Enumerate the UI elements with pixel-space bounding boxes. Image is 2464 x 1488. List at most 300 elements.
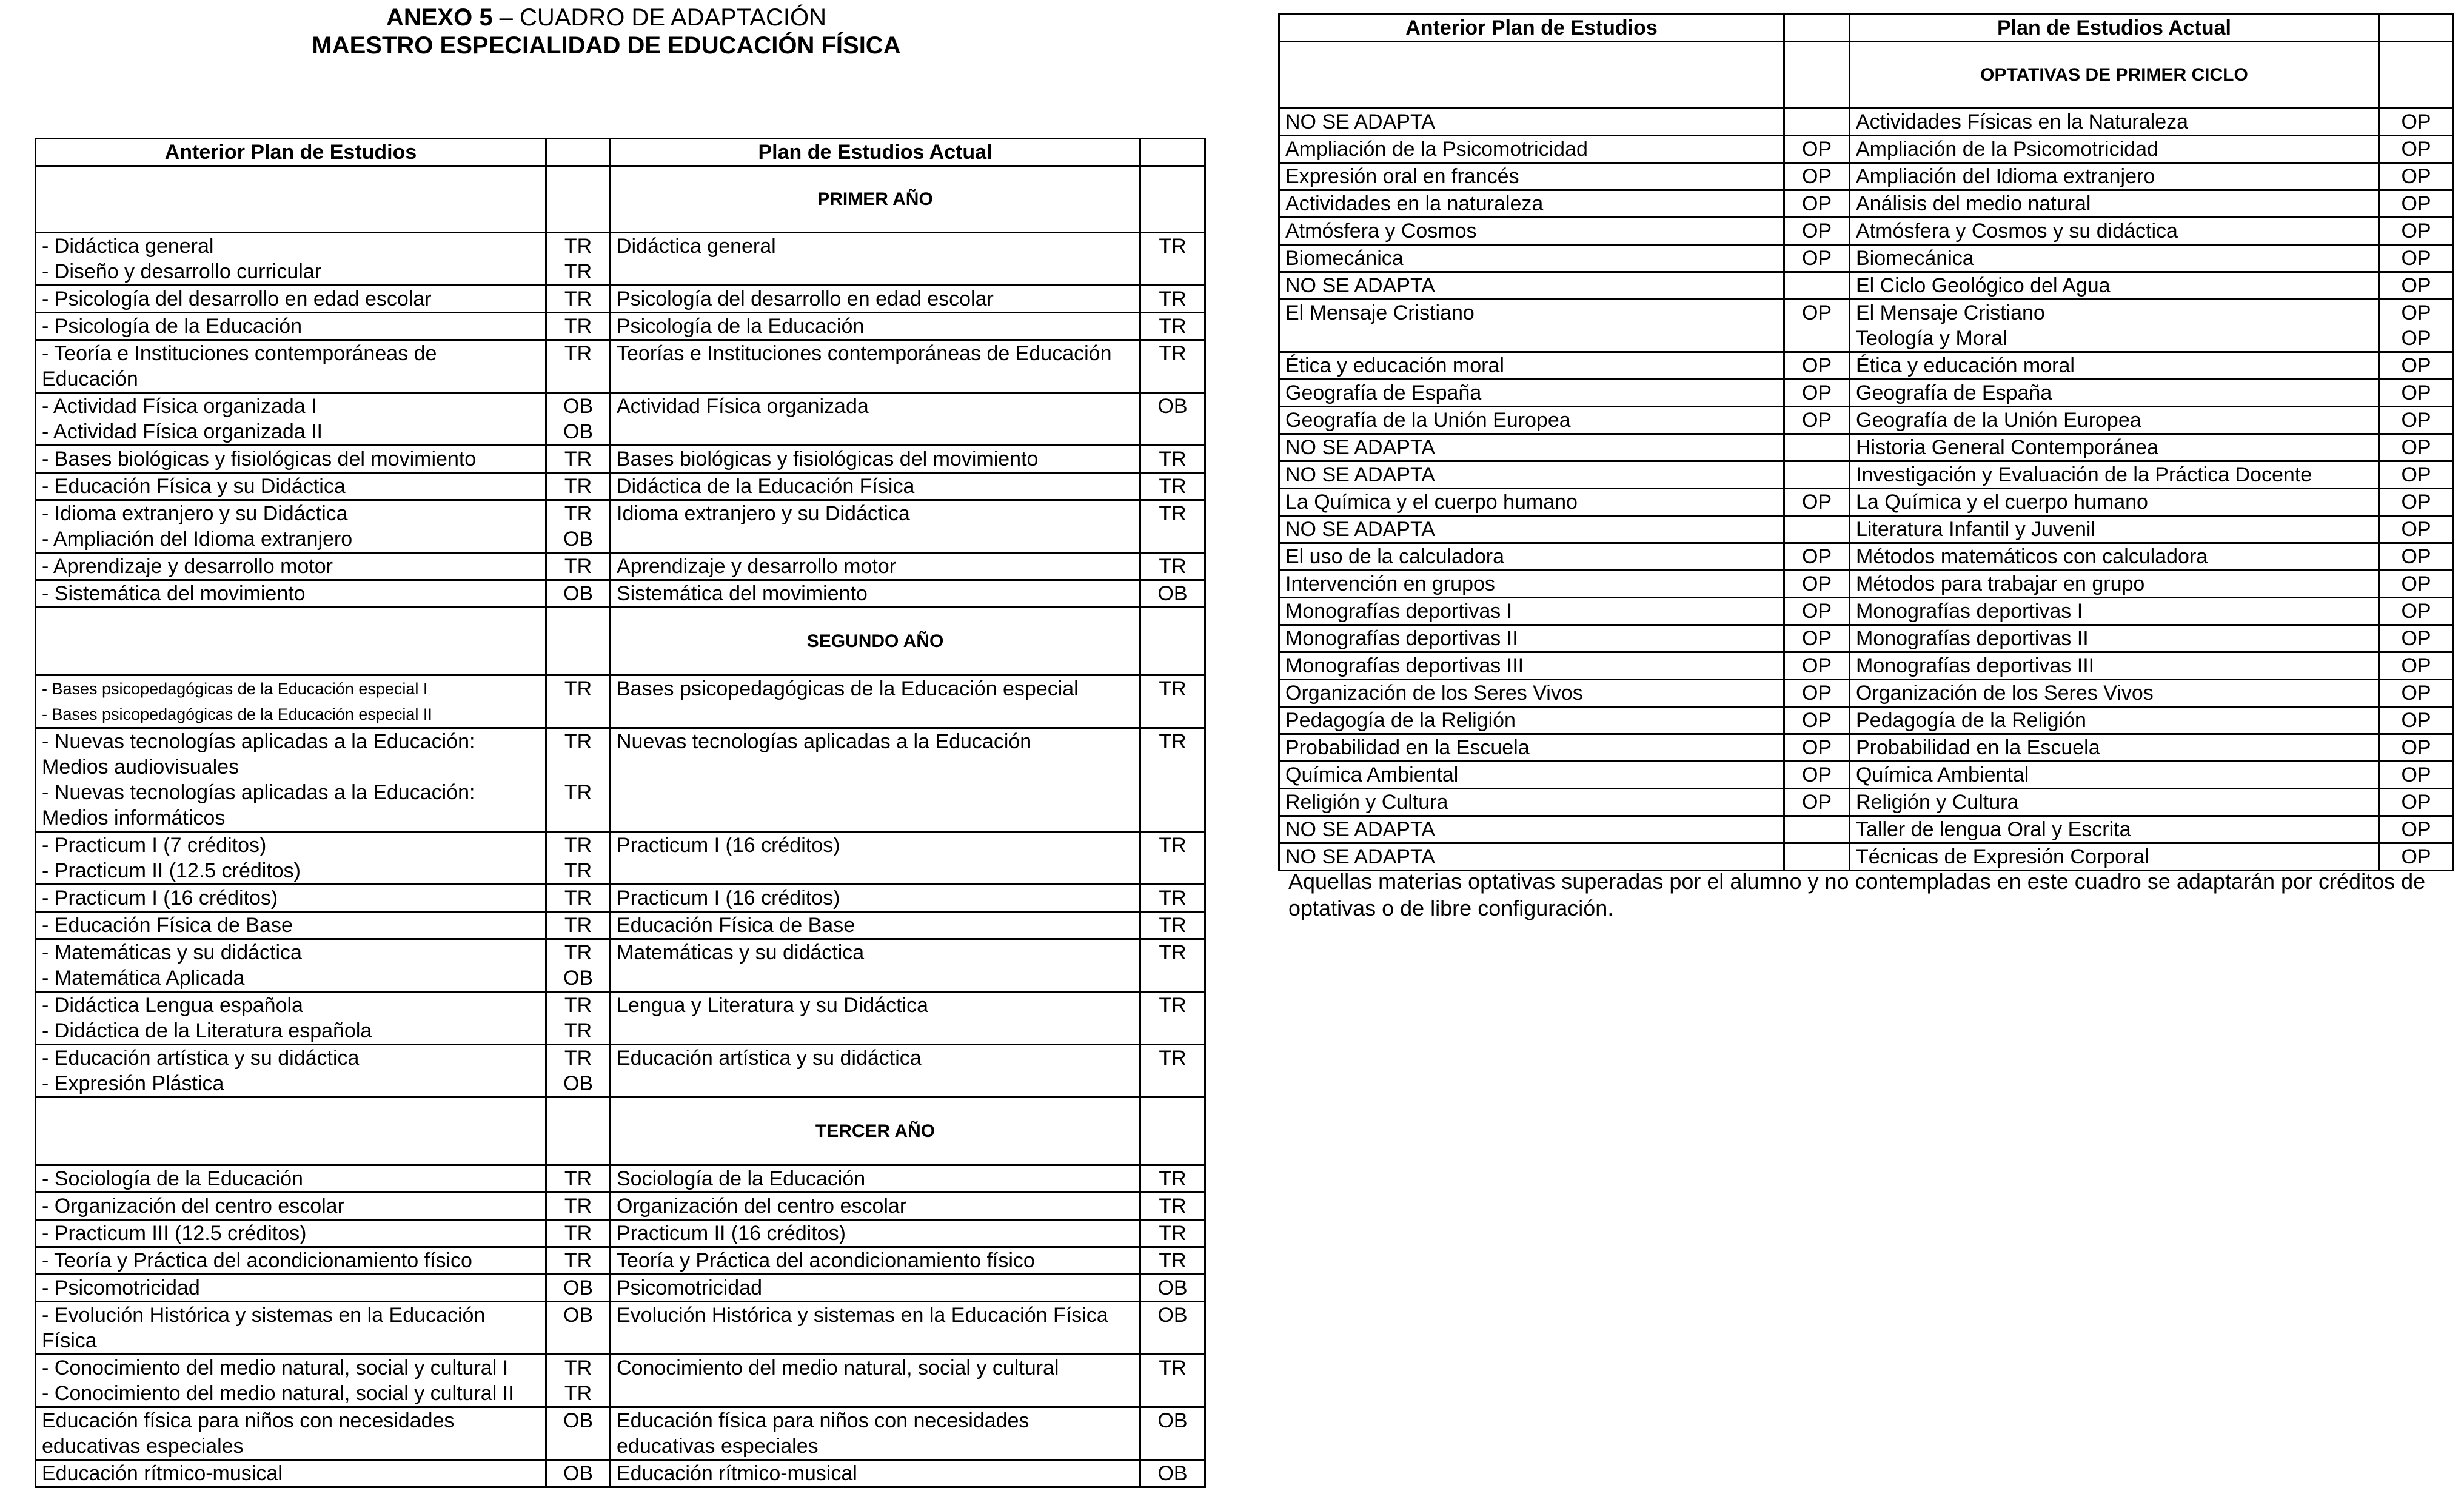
cell-line: Biomecánica [1856,247,1974,270]
cell-line: Actividad Física organizada [617,395,869,418]
left-header-row [36,139,1205,166]
old-type-cell [1784,489,1850,516]
old-subject-cell [36,885,546,912]
new-subject-cell [611,553,1140,580]
table-row [1279,707,2454,734]
cell-line: OP [2401,682,2431,705]
cell-line: Ampliación del Idioma extranjero [1856,165,2155,188]
new-type-cell [1140,286,1205,313]
cell-line: TR [564,914,592,937]
old-subject-cell [36,1247,546,1275]
old-subject-cell [36,1275,546,1302]
new-subject-cell [611,675,1140,728]
cell-line: - Actividad Física organizada I [42,395,317,418]
cell-line: TR [1159,555,1187,578]
new-subject-cell [1850,516,2379,543]
cell-line [1785,109,1849,135]
cell-line: Métodos para trabajar en grupo [1856,572,2145,595]
new-type-cell [1140,393,1205,446]
cell-line: OP [2401,518,2431,541]
cell-line: Intervención en grupos [1285,572,1495,595]
cell-line: El uso de la calculadora [1285,545,1505,568]
cell-line: OB [1157,1276,1188,1299]
new-type-cell [2379,434,2454,461]
new-subject-cell [611,1407,1140,1460]
cell-line: OB [563,582,594,605]
old-type-cell [1784,734,1850,762]
cell-line: Métodos matemáticos con calculadora [1856,545,2208,568]
cell-line: OP [1801,354,1832,377]
cell-line: NO SE ADAPTA [1285,518,1435,541]
new-type-cell [1140,340,1205,393]
old-type-cell [1784,109,1850,136]
table-row [36,313,1205,340]
cell-line: La Química y el cuerpo humano [1285,491,1578,514]
old-subject-cell [36,340,546,393]
cell-line: Didáctica de la Educación Física [617,475,915,498]
old-subject-cell [1279,300,1784,352]
cell-line: Educación física para niños con necesidades [617,1409,1029,1432]
cell-line: OB [563,1072,594,1095]
cell-line: OP [1801,600,1832,623]
cell-line: - Evolución Histórica y sistemas en la Educación [42,1304,486,1327]
old-type-cell [546,553,611,580]
cell-line: TR [564,886,592,910]
section-title: PRIMER AÑO [611,166,1140,233]
table-row [1279,136,2454,163]
new-type-cell [1140,1355,1205,1407]
new-subject-cell [1850,380,2379,407]
new-subject-cell [1850,163,2379,190]
old-subject-cell [36,912,546,939]
cell-line: - Matemáticas y su didáctica [42,941,302,964]
old-type-cell [1784,190,1850,218]
cell-line: TR [1159,994,1187,1017]
table-row [1279,300,2454,352]
table-row [36,393,1205,446]
cell-line: OB [1157,1462,1188,1485]
cell-line: OP [2401,600,2431,623]
cell-line: Didáctica general [617,235,776,258]
old-type-cell [546,473,611,500]
new-type-cell [2379,543,2454,571]
old-type-cell [546,675,611,728]
old-type-cell [546,233,611,286]
old-type-cell [1784,707,1850,734]
footnote: Aquellas materias optativas superadas por el alumno y no contempladas en este cuadro se adaptarán por créditos de optativas o de libre configuración. [1288,869,2426,920]
old-type-cell [546,1045,611,1098]
cell-line: - Practicum II (12.5 créditos) [42,859,301,882]
cell-line: Bases psicopedagógicas de la Educación especial [617,677,1079,700]
cell-line: OP [2401,354,2431,377]
cell-line: Psicología del desarrollo en edad escolar [617,287,994,310]
cell-line: Física [42,1329,97,1352]
old-subject-cell [36,728,546,832]
old-subject-cell [1279,272,1784,300]
new-type-cell [1140,675,1205,728]
cell-line [1785,517,1849,542]
old-subject-cell [36,1165,546,1193]
cell-line: - Practicum I (7 créditos) [42,834,267,857]
table-row [1279,109,2454,136]
new-type-cell [2379,789,2454,816]
cell-line: Matemáticas y su didáctica [617,941,865,964]
table-row [36,675,1205,728]
old-subject-cell [36,1193,546,1220]
old-type-cell [546,580,611,608]
table-row [36,992,1205,1045]
new-subject-cell [1850,652,2379,680]
new-subject-cell [611,1045,1140,1098]
section-empty-cell [546,166,611,233]
cell-line: TR [564,315,592,338]
cell-line: OP [1801,381,1832,404]
old-type-cell [546,1220,611,1247]
table-row [36,939,1205,992]
cell-line: - Actividad Física organizada II [42,420,323,443]
cell-line: TR [1159,1167,1187,1190]
table-row [1279,734,2454,762]
old-subject-cell [36,446,546,473]
cell-line: Educación Física de Base [617,914,855,937]
new-type-cell [2379,109,2454,136]
header-new-plan: Plan de Estudios Actual [611,139,1140,166]
new-type-cell [2379,218,2454,245]
section-empty-cell [36,166,546,233]
old-subject-cell [1279,843,1784,871]
cell-line: TR [564,475,592,498]
new-subject-cell [611,1165,1140,1193]
cell-line: Actividades Físicas en la Naturaleza [1856,110,2189,133]
new-subject-cell [611,1355,1140,1407]
cell-line: OB [563,1304,594,1327]
header-new-code [1140,139,1205,166]
cell-line: TR [564,834,592,857]
cell-line: - Sistemática del movimiento [42,582,306,605]
new-type-cell [2379,407,2454,434]
old-subject-cell [1279,543,1784,571]
cell-line [1785,435,1849,460]
new-subject-cell [611,393,1140,446]
cell-line: - Educación Física de Base [42,914,293,937]
cell-line: OP [2401,327,2431,350]
cell-line: Practicum I (16 créditos) [617,886,840,910]
old-subject-cell [36,393,546,446]
table-row [36,1460,1205,1487]
old-type-cell [1784,680,1850,707]
cell-line: NO SE ADAPTA [1285,274,1435,297]
cell-line: TR [1159,886,1187,910]
title-separator: – [492,4,520,31]
new-subject-cell [1850,190,2379,218]
cell-line: - Nuevas tecnologías aplicadas a la Educación: [42,781,475,804]
cell-line: Practicum II (16 créditos) [617,1222,846,1245]
cell-line: Conocimiento del medio natural, social y cultural [617,1356,1059,1379]
table-row [36,885,1205,912]
old-type-cell [1784,245,1850,272]
cell-line: - Conocimiento del medio natural, social y cultural II [42,1382,514,1405]
cell-line: - Practicum III (12.5 créditos) [42,1222,307,1245]
new-subject-cell [1850,407,2379,434]
cell-line: Monografías deportivas III [1856,654,2095,677]
cell-line: educativas especiales [42,1435,244,1458]
cell-line: OB [1157,582,1188,605]
cell-line: TR [1159,914,1187,937]
new-type-cell [2379,300,2454,352]
new-subject-cell [611,939,1140,992]
new-subject-cell [1850,598,2379,625]
new-subject-cell [611,1302,1140,1355]
old-subject-cell [1279,816,1784,843]
old-subject-cell [1279,625,1784,652]
cell-line: OP [1801,736,1832,759]
old-subject-cell [1279,218,1784,245]
new-subject-cell [611,1220,1140,1247]
cell-line: OB [563,1462,594,1485]
new-subject-cell [611,500,1140,553]
new-type-cell [2379,707,2454,734]
cell-line: OP [1801,654,1832,677]
old-type-cell [546,939,611,992]
table-row [1279,352,2454,380]
cell-line: NO SE ADAPTA [1285,110,1435,133]
old-subject-cell [36,675,546,728]
new-type-cell [2379,489,2454,516]
section-title: OPTATIVAS DE PRIMER CICLO [1850,42,2379,109]
cell-line: - Diseño y desarrollo curricular [42,260,322,283]
cell-line: Educación artística y su didáctica [617,1047,922,1070]
cell-line: TR [564,1382,592,1405]
cell-line: Educación [42,367,138,390]
cell-line: TR [564,1249,592,1272]
new-subject-cell [1850,762,2379,789]
cell-line: TR [564,1195,592,1218]
old-type-cell [546,1407,611,1460]
table-row [1279,816,2454,843]
old-type-cell [1784,816,1850,843]
cell-line: TR [1159,941,1187,964]
cell-line: - Psicología de la Educación [42,315,303,338]
new-subject-cell [611,1460,1140,1487]
new-type-cell [1140,728,1205,832]
new-type-cell [1140,939,1205,992]
old-type-cell [546,885,611,912]
old-type-cell [1784,843,1850,871]
new-type-cell [1140,992,1205,1045]
cell-line: OP [1801,491,1832,514]
cell-line: OP [2401,409,2431,432]
cell-line: NO SE ADAPTA [1285,845,1435,868]
old-type-cell [1784,652,1850,680]
old-subject-cell [36,1407,546,1460]
cell-line: Química Ambiental [1285,763,1459,786]
new-type-cell [2379,680,2454,707]
table-row [1279,190,2454,218]
table-row [1279,163,2454,190]
old-type-cell [546,286,611,313]
table-row [1279,789,2454,816]
cell-line: El Mensaje Cristiano [1285,301,1475,324]
old-subject-cell [36,1220,546,1247]
table-row [36,1247,1205,1275]
old-type-cell [546,1355,611,1407]
section-empty-cell [546,1098,611,1165]
cell-line: Ampliación de la Psicomotricidad [1285,138,1588,161]
cell-line: Medios audiovisuales [42,756,239,779]
table-row [36,832,1205,885]
right-optativas-table [1278,13,2454,871]
cell-line: OP [2401,463,2431,486]
old-subject-cell [1279,516,1784,543]
old-subject-cell [36,473,546,500]
old-subject-cell [1279,380,1784,407]
cell-line: - Ampliación del Idioma extranjero [42,528,353,551]
annex-label: ANEXO 5 [386,4,493,31]
new-subject-cell [611,340,1140,393]
cell-line: OP [1801,220,1832,243]
cell-line: TR [1159,502,1187,525]
table-row [1279,489,2454,516]
old-subject-cell [1279,461,1784,489]
table-row [1279,272,2454,300]
old-subject-cell [36,1460,546,1487]
new-type-cell [1140,553,1205,580]
old-subject-cell [1279,245,1784,272]
cell-line: TR [564,941,592,964]
cell-line: Actividades en la naturaleza [1285,192,1544,215]
new-type-cell [2379,516,2454,543]
old-type-cell [546,1460,611,1487]
cell-line: TR [1159,342,1187,365]
table-row [1279,218,2454,245]
cell-line: Medios informáticos [42,806,226,829]
left-adaptation-table [35,138,1206,1488]
old-type-cell [1784,434,1850,461]
cell-line: OB [563,1276,594,1299]
cell-line: TR [564,730,592,753]
title-line-1 [0,4,1213,32]
new-subject-cell [1850,109,2379,136]
cell-line [1785,844,1849,870]
cell-line: OP [2401,247,2431,270]
cell-line: TR [1159,475,1187,498]
cell-line: Sociología de la Educación [617,1167,866,1190]
cell-line: TR [1159,834,1187,857]
table-row [1279,245,2454,272]
cell-line: TR [564,1222,592,1245]
cell-line: Análisis del medio natural [1856,192,2091,215]
new-type-cell [2379,136,2454,163]
cell-line: TR [1159,1222,1187,1245]
cell-line [547,754,609,780]
old-type-cell [1784,516,1850,543]
cell-line: OP [1801,247,1832,270]
old-type-cell [546,1275,611,1302]
old-type-cell [1784,789,1850,816]
new-subject-cell [1850,707,2379,734]
new-type-cell [1140,233,1205,286]
cell-line: - Teoría e Instituciones contemporáneas de [42,342,437,365]
cell-line: OP [2401,110,2431,133]
cell-line: TR [564,447,592,471]
old-type-cell [1784,380,1850,407]
cell-line: - Bases psicopedagógicas de la Educación especial I [42,680,428,698]
new-type-cell [1140,1275,1205,1302]
cell-line: Teoría y Práctica del acondicionamiento físico [617,1249,1035,1272]
old-subject-cell [36,286,546,313]
old-type-cell [1784,352,1850,380]
new-type-cell [2379,652,2454,680]
cell-line: OP [2401,791,2431,814]
table-row [1279,543,2454,571]
old-subject-cell [36,553,546,580]
cell-line: TR [1159,677,1187,700]
new-type-cell [2379,843,2454,871]
new-type-cell [1140,912,1205,939]
old-subject-cell [1279,136,1784,163]
old-type-cell [1784,598,1850,625]
new-subject-cell [611,286,1140,313]
cell-line: OP [1801,763,1832,786]
old-type-cell [1784,461,1850,489]
table-row [1279,598,2454,625]
cell-line: educativas especiales [617,1435,819,1458]
new-subject-cell [1850,543,2379,571]
new-type-cell [2379,598,2454,625]
new-subject-cell [1850,136,2379,163]
old-subject-cell [1279,707,1784,734]
cell-line: Atmósfera y Cosmos y su didáctica [1856,220,2178,243]
new-type-cell [1140,1247,1205,1275]
new-type-cell [2379,734,2454,762]
old-subject-cell [1279,680,1784,707]
cell-line: TR [564,1019,592,1042]
cell-line: Geografía de España [1856,381,2052,404]
cell-line: - Psicología del desarrollo en edad escolar [42,287,432,310]
section-empty-cell [36,608,546,675]
new-subject-cell [611,1275,1140,1302]
cell-line: Organización de los Seres Vivos [1285,682,1583,705]
old-subject-cell [36,1355,546,1407]
cell-line: TR [1159,1356,1187,1379]
old-subject-cell [1279,762,1784,789]
cell-line [1785,273,1849,298]
new-subject-cell [611,313,1140,340]
old-subject-cell [1279,598,1784,625]
new-subject-cell [611,1247,1140,1275]
table-row [36,233,1205,286]
old-type-cell [546,992,611,1045]
cell-line: OP [1801,301,1832,324]
cell-line: Expresión oral en francés [1285,165,1519,188]
header-old-plan: Anterior Plan de Estudios [1279,15,1784,42]
new-type-cell [2379,762,2454,789]
cell-line: OP [2401,491,2431,514]
section-empty-cell [1279,42,1784,109]
cell-line: TR [1159,1195,1187,1218]
new-subject-cell [1850,625,2379,652]
right-header-row [1279,15,2454,42]
old-type-cell [1784,625,1850,652]
cell-line: Probabilidad en la Escuela [1856,736,2100,759]
new-type-cell [2379,816,2454,843]
cell-line: TR [564,1356,592,1379]
table-row [1279,843,2454,871]
cell-line: TR [564,555,592,578]
header-old-code [546,139,611,166]
cell-line: Organización de los Seres Vivos [1856,682,2154,705]
cell-line: TR [1159,730,1187,753]
